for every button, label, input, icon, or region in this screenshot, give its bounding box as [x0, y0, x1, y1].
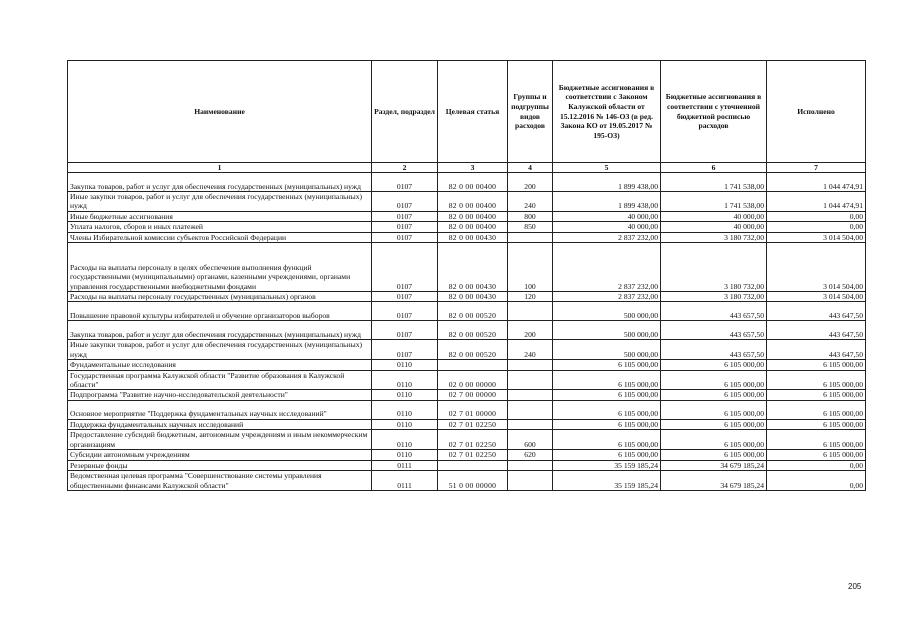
row-target: 82 0 00 00400	[438, 222, 508, 232]
column-number: 3	[438, 163, 508, 173]
row-group: 850	[508, 222, 553, 232]
row-budget-law: 40 000,00	[553, 211, 661, 221]
row-budget-law: 2 837 232,00	[553, 232, 661, 242]
row-budget-law: 6 105 000,00	[553, 370, 661, 390]
row-budget-law: 6 105 000,00	[553, 400, 661, 419]
row-section: 0110	[372, 370, 438, 390]
row-name: Подпрограмма "Развитие научно-исследовательской деятельности"	[68, 390, 372, 400]
row-target: 02 7 01 02250	[438, 430, 508, 450]
row-budget-law: 2 837 232,00	[553, 292, 661, 302]
row-executed: 443 647,50	[767, 302, 866, 321]
row-target: 82 0 00 00400	[438, 211, 508, 221]
table-row	[68, 302, 866, 321]
row-budget-refined: 6 105 000,00	[661, 450, 767, 460]
row-group	[508, 460, 553, 470]
row-section: 0107	[372, 340, 438, 360]
row-executed: 0,00	[767, 222, 866, 232]
row-group: 240	[508, 192, 553, 212]
row-budget-law: 6 105 000,00	[553, 419, 661, 429]
row-group: 200	[508, 173, 553, 192]
table-row	[68, 450, 866, 460]
row-group	[508, 390, 553, 400]
row-budget-refined: 1 741 538,00	[661, 173, 767, 192]
row-budget-refined: 34 679 185,24	[661, 460, 767, 470]
row-name: Ведомственная целевая программа "Совершенствование системы управления общественными финансами Калужской области"	[68, 470, 372, 490]
table-row	[68, 340, 866, 360]
row-budget-law: 35 159 185,24	[553, 460, 661, 470]
row-group	[508, 360, 553, 370]
row-group	[508, 370, 553, 390]
row-section: 0110	[372, 390, 438, 400]
table-row	[68, 321, 866, 340]
row-target: 02 7 01 02250	[438, 450, 508, 460]
row-budget-refined: 6 105 000,00	[661, 419, 767, 429]
row-group	[508, 470, 553, 490]
row-name: Иные закупки товаров, работ и услуг для обеспечения государственных (муниципальных) нужд	[68, 340, 372, 360]
row-name: Государственная программа Калужской области "Развитие образования в Калужской области"	[68, 370, 372, 390]
row-budget-law: 40 000,00	[553, 222, 661, 232]
row-section: 0107	[372, 292, 438, 302]
row-group: 620	[508, 450, 553, 460]
row-name: Повышение правовой культуры избирателей и обучение организаторов выборов	[68, 302, 372, 321]
row-executed: 6 105 000,00	[767, 390, 866, 400]
row-target: 51 0 00 00000	[438, 470, 508, 490]
row-target: 82 0 00 00520	[438, 321, 508, 340]
table-header-row	[68, 61, 866, 163]
row-budget-refined: 6 105 000,00	[661, 400, 767, 419]
row-group	[508, 232, 553, 242]
row-budget-refined: 6 105 000,00	[661, 370, 767, 390]
row-section: 0111	[372, 460, 438, 470]
row-name: Основное мероприятие "Поддержка фундаментальных научных исследований"	[68, 400, 372, 419]
table-row	[68, 470, 866, 490]
row-name: Расходы на выплаты персоналу в целях обеспечения выполнения функций государственными (муниципальными) органами, казенными учреждениями, органами управления государственными внебюджетными фондами	[68, 243, 372, 292]
row-budget-refined: 6 105 000,00	[661, 430, 767, 450]
row-target: 82 0 00 00520	[438, 302, 508, 321]
column-number: 7	[767, 163, 866, 173]
row-budget-refined: 6 105 000,00	[661, 390, 767, 400]
table-row	[68, 430, 866, 450]
row-executed: 1 044 474,91	[767, 173, 866, 192]
header-target: Целевая статья	[438, 61, 508, 163]
row-budget-refined: 40 000,00	[661, 211, 767, 221]
row-budget-law: 35 159 185,24	[553, 470, 661, 490]
row-executed: 6 105 000,00	[767, 430, 866, 450]
row-name: Субсидии автономным учреждениям	[68, 450, 372, 460]
table-row	[68, 211, 866, 221]
row-section: 0107	[372, 232, 438, 242]
row-budget-refined: 34 679 185,24	[661, 470, 767, 490]
header-name: Наименование	[68, 61, 372, 163]
row-target: 82 0 00 00400	[438, 173, 508, 192]
row-section: 0110	[372, 360, 438, 370]
row-budget-law: 500 000,00	[553, 340, 661, 360]
header-group: Группы и подгруппы видов расходов	[508, 61, 553, 163]
row-group: 600	[508, 430, 553, 450]
row-name: Фундаментальные исследования	[68, 360, 372, 370]
row-budget-law: 500 000,00	[553, 302, 661, 321]
row-executed: 3 014 504,00	[767, 232, 866, 242]
budget-table-sheet	[67, 60, 865, 491]
row-name: Расходы на выплаты персоналу государственных (муниципальных) органов	[68, 292, 372, 302]
table-row	[68, 173, 866, 192]
row-target: 02 7 00 00000	[438, 390, 508, 400]
row-target: 02 7 01 00000	[438, 400, 508, 419]
header-budget-law: Бюджетные ассигнования в соответствии с Законом Калужской области от 15.12.2016 № 146-ОЗ (в ред. Закона КО от 19.05.2017 № 195-ОЗ)	[553, 61, 661, 163]
row-name: Закупка товаров, работ и услуг для обеспечения государственных (муниципальных) нужд	[68, 321, 372, 340]
row-target	[438, 360, 508, 370]
row-executed: 6 105 000,00	[767, 450, 866, 460]
row-executed: 6 105 000,00	[767, 370, 866, 390]
row-target: 02 7 01 02250	[438, 419, 508, 429]
row-executed: 0,00	[767, 211, 866, 221]
row-executed: 0,00	[767, 460, 866, 470]
row-group	[508, 400, 553, 419]
row-section: 0107	[372, 302, 438, 321]
row-target: 02 0 00 00000	[438, 370, 508, 390]
row-group	[508, 419, 553, 429]
column-number: 5	[553, 163, 661, 173]
row-name: Уплата налогов, сборов и иных платежей	[68, 222, 372, 232]
row-group: 120	[508, 292, 553, 302]
row-budget-refined: 443 657,50	[661, 321, 767, 340]
row-name: Иные бюджетные ассигнования	[68, 211, 372, 221]
row-budget-law: 1 899 438,00	[553, 192, 661, 212]
row-section: 0111	[372, 470, 438, 490]
row-budget-refined: 443 657,50	[661, 340, 767, 360]
row-executed: 3 014 504,00	[767, 243, 866, 292]
row-group	[508, 302, 553, 321]
row-target: 82 0 00 00520	[438, 340, 508, 360]
row-budget-law: 6 105 000,00	[553, 450, 661, 460]
table-row	[68, 232, 866, 242]
row-budget-refined: 443 657,50	[661, 302, 767, 321]
row-target: 82 0 00 00430	[438, 292, 508, 302]
row-name: Резервные фонды	[68, 460, 372, 470]
row-section: 0110	[372, 450, 438, 460]
row-section: 0107	[372, 192, 438, 212]
table-row	[68, 400, 866, 419]
row-target: 82 0 00 00430	[438, 232, 508, 242]
row-group: 200	[508, 321, 553, 340]
table-body	[68, 173, 866, 491]
row-executed: 1 044 474,91	[767, 192, 866, 212]
row-section: 0107	[372, 173, 438, 192]
row-executed: 6 105 000,00	[767, 360, 866, 370]
row-section: 0107	[372, 222, 438, 232]
table-row	[68, 460, 866, 470]
row-budget-refined: 6 105 000,00	[661, 360, 767, 370]
row-executed: 0,00	[767, 470, 866, 490]
table-row	[68, 390, 866, 400]
row-budget-refined: 3 180 732,00	[661, 232, 767, 242]
column-number: 1	[68, 163, 372, 173]
table-row	[68, 370, 866, 390]
row-budget-law: 1 899 438,00	[553, 173, 661, 192]
table-row	[68, 192, 866, 212]
row-name: Иные закупки товаров, работ и услуг для обеспечения государственных (муниципальных) нужд	[68, 192, 372, 212]
row-budget-law: 6 105 000,00	[553, 430, 661, 450]
column-number-row	[68, 163, 866, 173]
row-executed: 443 647,50	[767, 321, 866, 340]
row-name: Члены Избирательной комиссии субъектов Российской Федерации	[68, 232, 372, 242]
header-section: Раздел, подраздел	[372, 61, 438, 163]
page-number: 205	[848, 582, 862, 591]
table-row	[68, 243, 866, 292]
row-budget-law: 500 000,00	[553, 321, 661, 340]
row-name: Закупка товаров, работ и услуг для обеспечения государственных (муниципальных) нужд	[68, 173, 372, 192]
row-section: 0110	[372, 400, 438, 419]
row-group: 800	[508, 211, 553, 221]
header-budget-refined: Бюджетные ассигнования в соответствии с уточненной бюджетной росписью расходов	[661, 61, 767, 163]
column-number: 2	[372, 163, 438, 173]
table-row	[68, 360, 866, 370]
row-target	[438, 460, 508, 470]
row-budget-law: 2 837 232,00	[553, 243, 661, 292]
row-section: 0107	[372, 321, 438, 340]
row-budget-law: 6 105 000,00	[553, 390, 661, 400]
row-name: Предоставление субсидий бюджетным, автономным учреждениям и иным некоммерческим организациям	[68, 430, 372, 450]
row-budget-refined: 3 180 732,00	[661, 292, 767, 302]
column-number: 6	[661, 163, 767, 173]
row-section: 0110	[372, 419, 438, 429]
row-executed: 6 105 000,00	[767, 419, 866, 429]
row-section: 0107	[372, 211, 438, 221]
row-executed: 443 647,50	[767, 340, 866, 360]
header-executed: Исполнено	[767, 61, 866, 163]
row-budget-refined: 1 741 538,00	[661, 192, 767, 212]
row-name: Поддержка фундаментальных научных исследований	[68, 419, 372, 429]
row-target: 82 0 00 00430	[438, 243, 508, 292]
table-row	[68, 222, 866, 232]
row-section: 0110	[372, 430, 438, 450]
row-executed: 3 014 504,00	[767, 292, 866, 302]
budget-table	[67, 60, 866, 491]
row-budget-refined: 3 180 732,00	[661, 243, 767, 292]
row-budget-refined: 40 000,00	[661, 222, 767, 232]
row-target: 82 0 00 00400	[438, 192, 508, 212]
row-budget-law: 6 105 000,00	[553, 360, 661, 370]
table-row	[68, 419, 866, 429]
row-group: 100	[508, 243, 553, 292]
row-group: 240	[508, 340, 553, 360]
column-number: 4	[508, 163, 553, 173]
table-row	[68, 292, 866, 302]
row-executed: 6 105 000,00	[767, 400, 866, 419]
row-section: 0107	[372, 243, 438, 292]
